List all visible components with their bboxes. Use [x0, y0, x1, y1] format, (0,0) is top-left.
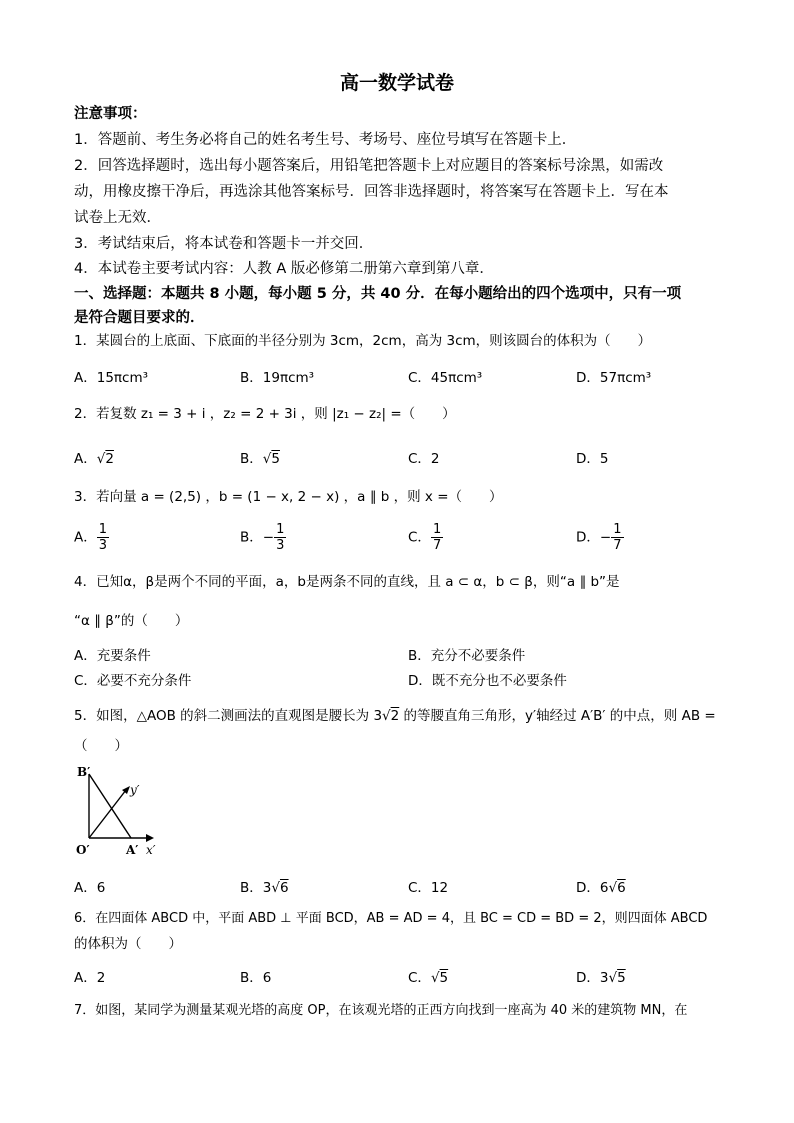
q6-stem: 6．在四面体 ABCD 中，平面 ABD ⊥ 平面 BCD，AB = AD = 4，且 BC = CD = BD = 2，则四面体 ABCD: [74, 911, 708, 926]
page-title: 高一数学试卷: [339, 72, 454, 94]
q3-option-b-label: B．−: [240, 529, 275, 546]
q5-figure-label-y: y′: [130, 783, 140, 797]
q3-option-a-fraction: [97, 522, 109, 553]
notes-item-2-end: 试卷上无效．: [74, 210, 161, 226]
q3-option-a-den: 3: [98, 538, 108, 553]
notes-item-1: 1．答题前、考生务必将自己的姓名考生号、考场号、座位号填写在答题卡上．: [74, 132, 577, 148]
q3-option-c-fraction: [431, 522, 443, 553]
q5-option-d-radicand: 6: [617, 880, 626, 896]
q3-option-d-fraction: [611, 522, 623, 553]
section1-heading-cont: 是符合题目要求的．: [74, 310, 205, 326]
q1-option-d: D．57πcm³: [576, 370, 652, 386]
q5-figure-y-axis: [89, 790, 126, 838]
q2-option-a: A．√2: [74, 451, 114, 467]
q1-stem: 1．某圆台的上底面、下底面的半径分别为 3cm，2cm，高为 3cm，则该圆台的体积为（ ）: [74, 333, 652, 349]
q6-option-c-label: C．: [408, 970, 431, 986]
q2-stem: 2．若复数 z₁ = 3 + i ，z₂ = 2 + 3i ，则 |z₁ − z₂| =（ ）: [74, 406, 456, 422]
notes-heading: 注意事项：: [74, 106, 147, 122]
q6-option-a: A．2: [74, 970, 106, 986]
notes-item-2: 2．回答选择题时，选出每小题答案后，用铅笔把答题卡上对应题目的答案标号涂黑，如需改: [74, 158, 664, 174]
q2-option-a-label: A．: [74, 451, 97, 467]
q3-option-d-den: 7: [613, 538, 622, 553]
q5-stem: 5．如图，△AOB 的斜二测画法的直观图是腰长为 3√2 的等腰直角三角形，y′轴经过 A′B′ 的中点，则 AB =: [74, 708, 716, 724]
q1-option-c: C．45πcm³: [408, 370, 483, 386]
q6-stem-cont: 的体积为（ ）: [74, 936, 182, 952]
q3-option-d: [576, 522, 624, 553]
q6-option-b: B．6: [240, 970, 272, 986]
q6-option-c: C．√5: [408, 970, 449, 986]
q6-option-d: D．3√5: [576, 970, 626, 986]
q5-option-b-label: B．3: [240, 880, 272, 896]
q5-option-b-radicand: 6: [279, 880, 289, 896]
q3-option-c: [408, 522, 443, 553]
q6-option-c-radicand: 5: [439, 970, 449, 986]
q1-option-a: A．15πcm³: [74, 370, 149, 386]
q5-stem-cont: （ ）: [74, 738, 128, 754]
q2-option-c: C．2: [408, 451, 440, 467]
q2-option-b-radicand: 5: [271, 451, 280, 467]
q3-stem: 3．若向量 a = (2,5) ，b = (1 − x, 2 − x) ，a ∥ b ，则 x =（ ）: [74, 489, 503, 505]
notes-item-3: 3．考试结束后，将本试卷和答题卡一并交回．: [74, 236, 374, 252]
q5-option-d-label: D．6: [576, 880, 609, 896]
notes-item-2-cont: 动，用橡皮擦干净后，再选涂其他答案标号．回答非选择题时，将答案写在答题卡上．写在本: [74, 184, 669, 200]
q2-option-a-radicand: 2: [105, 451, 114, 467]
q3-option-c-num: 1: [432, 522, 442, 537]
q6-option-d-label: D．3: [576, 970, 609, 986]
q3-option-c-den: 7: [432, 538, 442, 553]
q1-option-b: B．19πcm³: [240, 370, 315, 386]
q5-figure-label-a: A′: [126, 843, 139, 857]
q3-option-d-num: 1: [613, 522, 622, 537]
q5-figure: [74, 764, 174, 860]
section1-heading: 一、选择题：本题共 8 小题，每小题 5 分，共 40 分．在每小题给出的四个选项中，只有一项: [74, 286, 682, 302]
q5-figure-x-arrow: [146, 834, 154, 842]
q5-stem-post: 的等腰直角三角形，y′轴经过 A′B′ 的中点，则 AB =: [399, 708, 716, 724]
q3-option-b-num: 1: [276, 522, 285, 537]
q4-option-a: A．充要条件: [74, 648, 151, 664]
q5-figure-label-b: B′: [77, 765, 91, 779]
q2-option-d: D．5: [576, 451, 609, 467]
q4-option-d: D．既不充分也不必要条件: [408, 673, 567, 689]
q2-option-b-label: B．: [240, 451, 263, 467]
q5-stem-pre: 5．如图，△AOB 的斜二测画法的直观图是腰长为 3: [74, 708, 383, 724]
q5-option-d: D．6√6: [576, 880, 626, 896]
q5-figure-label-o: O′: [76, 843, 90, 857]
q5-option-c: C．12: [408, 880, 449, 896]
q2-option-b: B．√5: [240, 451, 280, 467]
q3-option-d-label: D．−: [576, 529, 612, 546]
q7-stem: 7．如图，某同学为测量某观光塔的高度 OP，在该观光塔的正西方向找到一座高为 40 米的建筑物 MN，在: [74, 1003, 688, 1018]
q3-option-a-label: A．: [74, 529, 97, 546]
q3-option-c-label: C．: [408, 529, 431, 546]
q3-option-a: [74, 522, 109, 553]
q4-stem-cont: “α ∥ β”的（ ）: [74, 613, 189, 629]
q5-figure-hypotenuse: [89, 774, 131, 838]
q4-stem: 4．已知α，β是两个不同的平面，a，b是两条不同的直线，且 a ⊂ α，b ⊂ β，则“a ∥ b”是: [74, 574, 620, 590]
q5-option-b: B．3√6: [240, 880, 289, 896]
q5-option-a: A．6: [74, 880, 106, 896]
notes-item-4: 4．本试卷主要考试内容：人教 A 版必修第二册第六章到第八章．: [74, 261, 494, 277]
q4-option-b: B．充分不必要条件: [408, 648, 526, 664]
q3-option-b: [240, 522, 286, 553]
q4-option-c: C．必要不充分条件: [74, 673, 192, 689]
q5-stem-radicand: 2: [390, 708, 400, 724]
q6-option-d-radicand: 5: [617, 970, 626, 986]
q3-option-b-den: 3: [276, 538, 285, 553]
q5-figure-label-x: x′: [146, 843, 156, 857]
q3-option-b-fraction: [274, 522, 286, 553]
q3-option-a-num: 1: [98, 522, 108, 537]
